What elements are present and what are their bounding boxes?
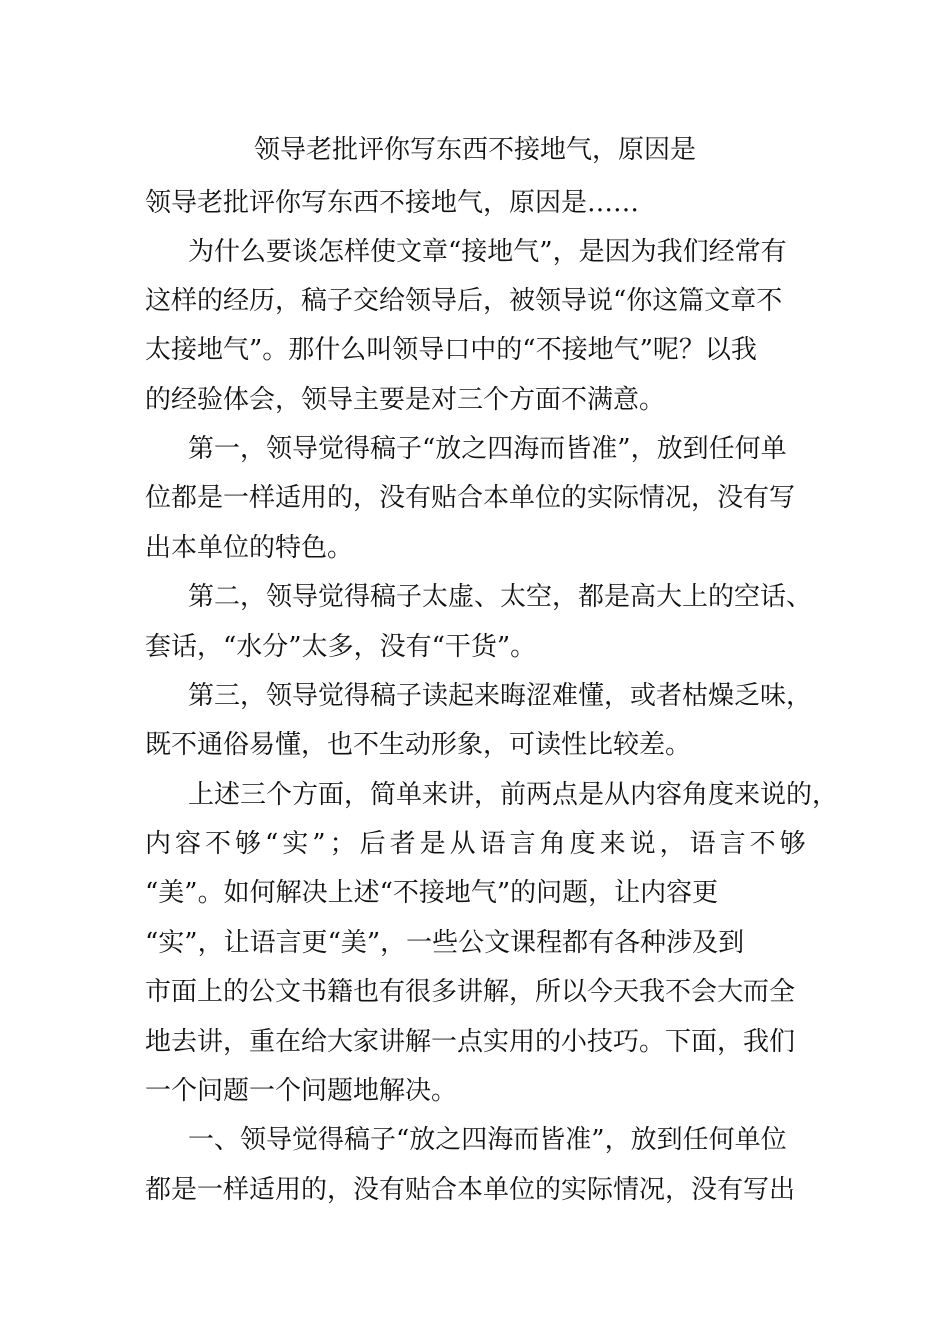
text-line: 市面上的公文书籍也有很多讲解，所以今天我不会大而全 <box>145 977 796 1007</box>
text-line: 一个问题一个问题地解决。 <box>145 1076 458 1106</box>
text-line: 一、领导觉得稿子“放之四海而皆准”，放到任何单位 <box>188 1125 787 1155</box>
text-line: 上述三个方面，简单来讲，前两点是从内容角度来说的， <box>188 780 839 810</box>
text-line: “美”。如何解决上述“不接地气”的问题，让内容更 <box>145 878 719 908</box>
text-line: 都是一样适用的，没有贴合本单位的实际情况，没有写出 <box>145 1175 796 1205</box>
text-line: 第一，领导觉得稿子“放之四海而皆准”，放到任何单 <box>188 434 787 464</box>
text-line: 领导老批评你写东西不接地气，原因是…… <box>145 188 640 218</box>
text-line: 既不通俗易懂，也不生动形象，可读性比较差。 <box>145 730 692 760</box>
text-line: 的经验体会，领导主要是对三个方面不满意。 <box>145 385 666 415</box>
text-line: 第三，领导觉得稿子读起来晦涩难懂，或者枯燥乏味， <box>188 681 813 711</box>
text-line: 位都是一样适用的，没有贴合本单位的实际情况，没有写 <box>145 483 796 513</box>
text-line: 第二，领导觉得稿子太虚、太空，都是高大上的空话、 <box>188 582 813 612</box>
text-line: 出本单位的特色。 <box>145 533 354 563</box>
document-title: 领导老批评你写东西不接地气，原因是 <box>253 135 696 165</box>
text-line: 地去讲，重在给大家讲解一点实用的小技巧。下面，我们 <box>145 1027 796 1057</box>
text-line: 内容不够“实”；后者是从语言角度来说，语言不够 <box>145 829 810 859</box>
text-line: “实”，让语言更“美”，一些公文课程都有各种涉及到 <box>145 928 745 958</box>
text-line: 为什么要谈怎样使文章“接地气”，是因为我们经常有 <box>188 237 787 267</box>
text-line: 这样的经历，稿子交给领导后，被领导说“你这篇文章不 <box>145 286 783 316</box>
text-line: 太接地气”。那什么叫领导口中的“不接地气”呢？以我 <box>145 335 757 365</box>
text-line: 套话，“水分”太多，没有“干货”。 <box>145 632 537 662</box>
